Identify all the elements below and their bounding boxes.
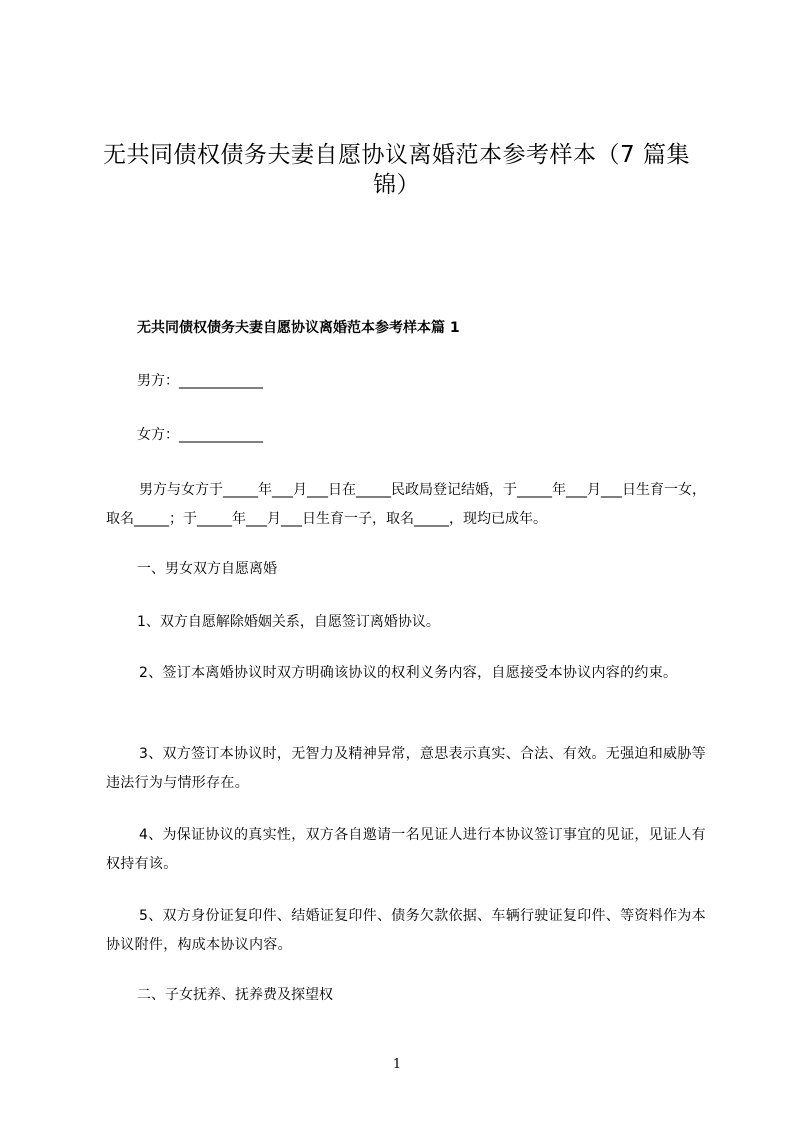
section-heading: 无共同债权债务夫妻自愿协议离婚范本参考样本篇 1: [137, 320, 460, 336]
intro-paragraph: 男方与女方于_____年___月___日在_____民政局登记结婚，于_____年___月___日生育一女，取名_____；于_____年___月___日生育一子，取名_____，现均已成年。: [106, 482, 706, 527]
heading-one: 一、男女双方自愿离婚: [137, 561, 277, 577]
clause-item-5: 5、双方身份证复印件、结婚证复印件、债务欠款依据、车辆行驶证复印件、等资料作为本协议附件，构成本协议内容。: [106, 908, 706, 953]
heading-two: 二、子女抚养、抚养费及探望权: [137, 987, 333, 1003]
wife-line: 女方：____________: [137, 427, 263, 443]
clause-item-2: 2、签订本离婚协议时双方明确该协议的权利义务内容，自愿接受本协议内容的约束。: [139, 665, 678, 681]
clause-item-4: 4、为保证协议的真实性，双方各自邀请一名见证人进行本协议签订事宜的见证，见证人有权持有该。: [106, 827, 706, 872]
clause-item-3: 3、双方签订本协议时，无智力及精神异常，意思表示真实、合法、有效。无强迫和威胁等违法行为与情形存在。: [106, 746, 706, 791]
clause-item-1: 1、双方自愿解除婚姻关系，自愿签订离婚协议。: [137, 614, 440, 630]
document-title: 无共同债权债务夫妻自愿协议离婚范本参考样本（7 篇集锦）: [103, 142, 690, 198]
page-number: 1: [392, 1057, 402, 1072]
husband-line: 男方：____________: [137, 373, 263, 389]
